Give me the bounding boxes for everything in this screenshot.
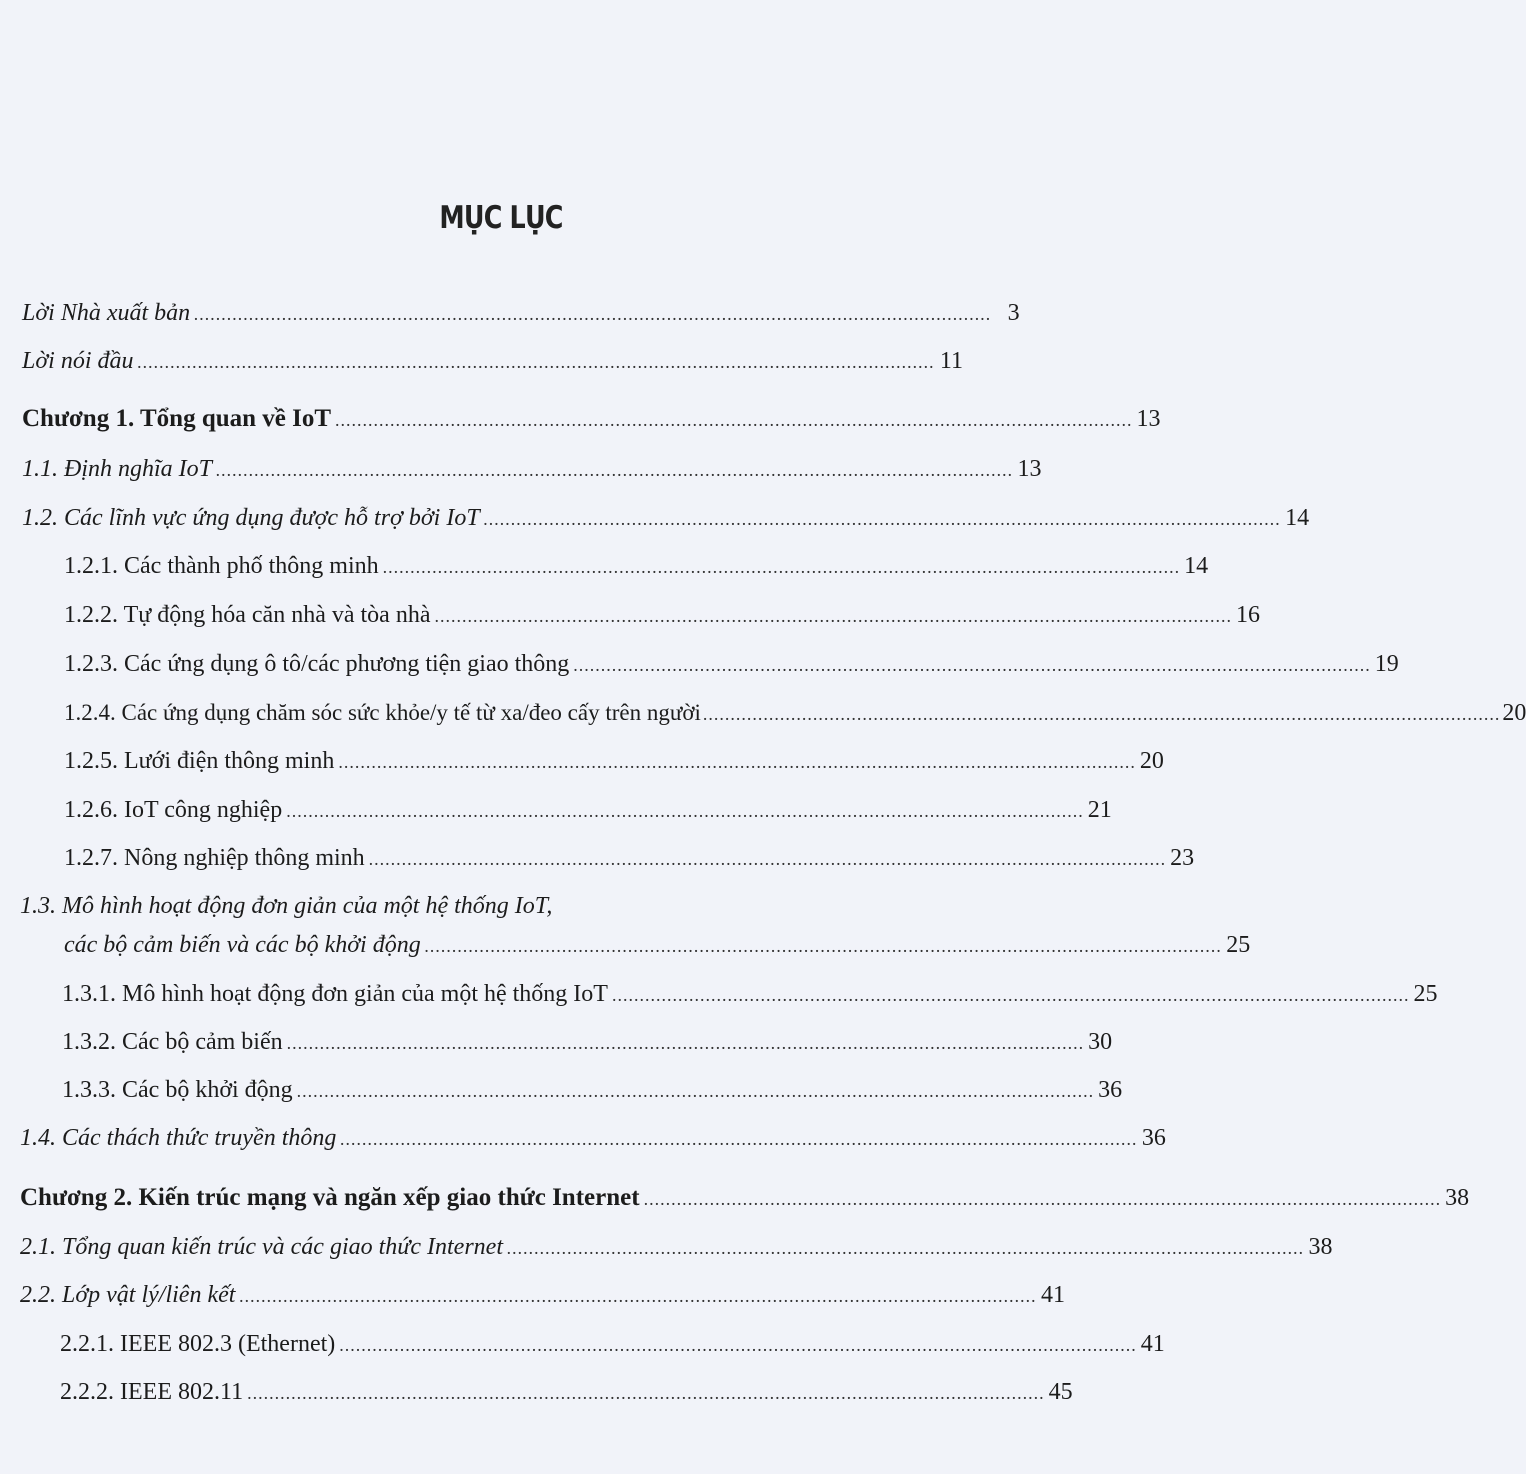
- toc-entry-page: 20: [1139, 748, 1164, 774]
- toc-entry-page: 41: [1140, 1331, 1165, 1357]
- toc-entry-page: 30: [1088, 1029, 1113, 1055]
- toc-entry-page: 13: [1136, 406, 1161, 432]
- leader-dots: .................................................................................................................................................: [296, 1081, 1095, 1101]
- leader-dots: .................................................................................................................................................: [137, 352, 935, 372]
- toc-entry: [64, 649, 1399, 680]
- toc-entry: [64, 551, 1209, 582]
- leader-dots: .................................................................................................................................................: [424, 936, 1223, 956]
- toc-entry-label: các bộ cảm biến và các bộ khởi động: [64, 932, 421, 958]
- toc-entry-page: 41: [1040, 1282, 1065, 1308]
- leader-dots: .................................................................................................................................................: [339, 1335, 1137, 1355]
- toc-entry: [22, 298, 1020, 329]
- toc-entry-page: 16: [1235, 602, 1260, 628]
- toc-entry-label: 1.4. Các thách thức truyền thông: [20, 1125, 337, 1151]
- toc-entry-label: 1.2.1. Các thành phố thông minh: [64, 553, 379, 579]
- toc-entry-label: 2.2.2. IEEE 802.11: [60, 1379, 244, 1405]
- toc-entry-page: 25: [1226, 932, 1251, 958]
- leader-dots: .................................................................................................................................................: [702, 704, 1501, 724]
- toc-chapter: [20, 1183, 1470, 1214]
- toc-entry-label: Chương 1. Tổng quan về IoT: [22, 405, 332, 432]
- toc-entry-label: 1.1. Định nghĩa IoT: [22, 456, 213, 482]
- toc-entry: [62, 979, 1438, 1010]
- toc-entry-first-line: 1.3. Mô hình hoạt động đơn giản của một hệ thống IoT,: [20, 893, 553, 919]
- toc-entry-label: 2.2. Lớp vật lý/liên kết: [20, 1282, 236, 1308]
- toc-entry-label: Chương 2. Kiến trúc mạng và ngăn xếp giao thức Internet: [20, 1184, 640, 1211]
- toc-entry-label: 1.2. Các lĩnh vực ứng dụng được hỗ trợ bởi IoT: [22, 505, 480, 531]
- toc-entry-label: 1.3.2. Các bộ cảm biến: [62, 1029, 283, 1055]
- toc-entry: [22, 346, 963, 377]
- toc-entry: [22, 454, 1042, 485]
- leader-dots: .................................................................................................................................................: [194, 304, 992, 324]
- leader-dots: .................................................................................................................................................: [335, 410, 1133, 430]
- toc-entry-label: 1.2.4. Các ứng dụng chăm sóc sức khỏe/y tế từ xa/đeo cấy trên người: [64, 700, 701, 725]
- leader-dots: .................................................................................................................................................: [340, 1129, 1138, 1149]
- toc-entry: [20, 1232, 1333, 1263]
- page-title: MỤC LỤC: [439, 200, 563, 236]
- leader-dots: .................................................................................................................................................: [643, 1189, 1442, 1209]
- toc-entry: [22, 503, 1310, 534]
- leader-dots: .................................................................................................................................................: [286, 801, 1084, 821]
- toc-entry-page: 45: [1048, 1379, 1073, 1405]
- toc-entry: [64, 930, 1251, 961]
- toc-entry-page: 14: [1184, 553, 1209, 579]
- leader-dots: .................................................................................................................................................: [368, 849, 1167, 869]
- toc-entry-page: 20: [1502, 700, 1526, 726]
- toc-entry-label: 1.3.1. Mô hình hoạt động đơn giản của một hệ thống IoT: [62, 981, 608, 1007]
- toc-entry-page: 23: [1170, 845, 1195, 871]
- toc-entry-page: 21: [1087, 797, 1112, 823]
- toc-entry: [62, 1027, 1113, 1058]
- toc-entry-label: 2.2.1. IEEE 802.3 (Ethernet): [60, 1331, 336, 1357]
- leader-dots: .................................................................................................................................................: [611, 985, 1410, 1005]
- toc-entry: [64, 698, 1526, 729]
- toc-chapter: [22, 404, 1161, 435]
- toc-entry: [20, 1123, 1166, 1154]
- toc-entry-label: 1.2.3. Các ứng dụng ô tô/các phương tiện giao thông: [64, 651, 570, 677]
- leader-dots: .................................................................................................................................................: [483, 509, 1282, 529]
- toc-entry-page: 36: [1098, 1077, 1123, 1103]
- leader-dots: .................................................................................................................................................: [338, 752, 1136, 772]
- toc-entry-page: 19: [1374, 651, 1399, 677]
- toc-entry-page: 38: [1445, 1185, 1470, 1211]
- toc-entry: [20, 1280, 1065, 1311]
- toc-entry: [64, 746, 1164, 777]
- toc-entry: [64, 600, 1260, 631]
- toc-entry-page: 11: [939, 348, 963, 374]
- toc-entry-label: 1.2.5. Lưới điện thông minh: [64, 748, 335, 774]
- leader-dots: .................................................................................................................................................: [573, 655, 1371, 675]
- toc-entry-label: 1.2.2. Tự động hóa căn nhà và tòa nhà: [64, 602, 431, 628]
- toc-entry: [60, 1377, 1073, 1408]
- toc-entry-label: Lời Nhà xuất bản: [22, 300, 191, 326]
- toc-entry: [64, 843, 1195, 874]
- toc-entry-label: 1.3.3. Các bộ khởi động: [62, 1077, 293, 1103]
- toc-entry-label: Lời nói đầu: [22, 348, 134, 374]
- toc-entry-page: 36: [1141, 1125, 1166, 1151]
- leader-dots: .................................................................................................................................................: [239, 1286, 1037, 1306]
- toc-entry: [62, 1075, 1123, 1106]
- toc-entry-page: 3: [1007, 300, 1020, 326]
- leader-dots: .................................................................................................................................................: [382, 557, 1181, 577]
- leader-dots: .................................................................................................................................................: [247, 1383, 1045, 1403]
- toc-entry-page: 13: [1017, 456, 1042, 482]
- toc-entry-label: 2.1. Tổng quan kiến trúc và các giao thức Internet: [20, 1234, 503, 1260]
- leader-dots: .................................................................................................................................................: [216, 460, 1014, 480]
- toc-entry-page: 38: [1308, 1234, 1333, 1260]
- leader-dots: .................................................................................................................................................: [507, 1238, 1305, 1258]
- toc-entry-label: 1.2.6. IoT công nghiệp: [64, 797, 283, 823]
- leader-dots: .................................................................................................................................................: [434, 606, 1232, 626]
- toc-entry-page: 25: [1413, 981, 1438, 1007]
- toc-entry: [60, 1329, 1165, 1360]
- toc-entry-label: 1.2.7. Nông nghiệp thông minh: [64, 845, 365, 871]
- leader-dots: .................................................................................................................................................: [286, 1033, 1085, 1053]
- toc-entry-page: 14: [1285, 505, 1310, 531]
- toc-entry: [64, 795, 1112, 826]
